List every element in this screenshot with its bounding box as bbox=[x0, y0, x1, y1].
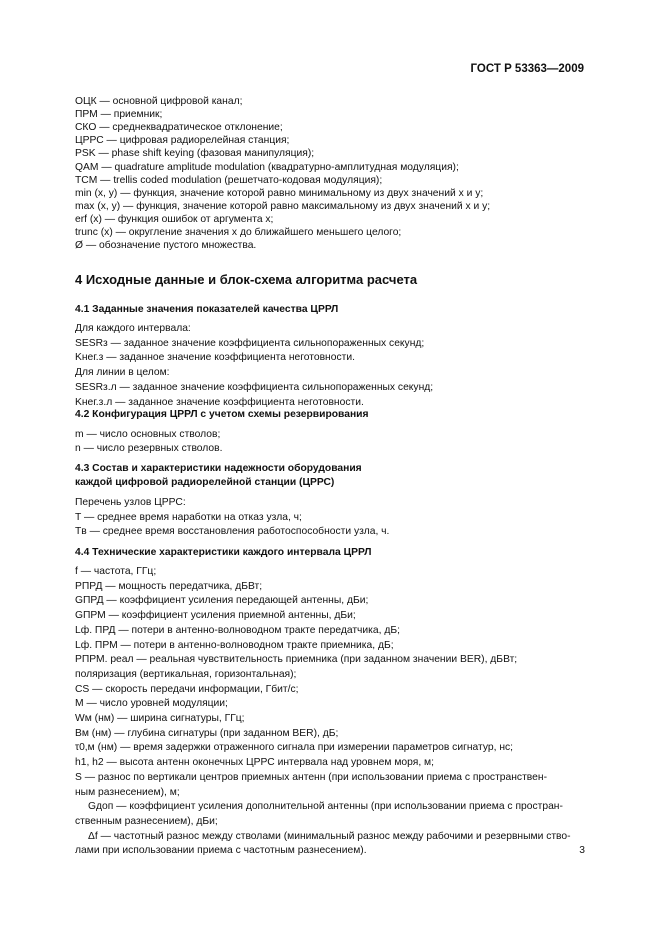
document-id: ГОСТ Р 53363—2009 bbox=[470, 63, 584, 75]
abbreviation-item: ОЦК — основной цифровой канал; bbox=[75, 96, 243, 107]
s44-line: GПРД — коэффициент усиления передающей антенны, дБи; bbox=[75, 595, 369, 607]
abbreviation-item: СКО — среднеквадратическое отклонение; bbox=[75, 122, 283, 134]
page-number: 3 bbox=[579, 845, 585, 856]
section-4-1-title: 4.1 Заданные значения показателей качества ЦРРЛ bbox=[75, 304, 339, 315]
abbreviation-item: QAM — quadrature amplitude modulation (квадратурно-амплитудная модуляция); bbox=[75, 161, 459, 173]
s44-line: Δf — частотный разнос между стволами (минимальный разнос между рабочими и резервными ство- bbox=[88, 830, 571, 842]
abbreviation-item: min (x, y) — функция, значение которой равно минимальному из двух значений x и y; bbox=[75, 187, 484, 199]
section-4-3-title-line2: каждой цифровой радиорелейной станции (ЦРРС) bbox=[75, 477, 335, 488]
s44-line: CS — скорость передачи информации, Гбит/с; bbox=[75, 683, 299, 695]
s41-line: Kнег.з — заданное значение коэффициента неготовности. bbox=[75, 352, 355, 364]
s44-line: PПРД — мощность передатчика, дБВт; bbox=[75, 580, 263, 592]
s41-line: SESRз.л — заданное значение коэффициента сильнопораженных секунд; bbox=[75, 381, 434, 393]
s43-line: Tв — среднее время восстановления работоспособности узла, ч. bbox=[75, 526, 390, 538]
s44-line: лами при использовании приема с частотным разнесением). bbox=[75, 845, 367, 857]
abbreviation-item: Ø — обозначение пустого множества. bbox=[75, 240, 257, 252]
s44-line: Gдоп — коэффициент усиления дополнительной антенны (при использовании приема с простран- bbox=[88, 801, 563, 813]
s44-line: Wм (нм) — ширина сигнатуры, ГГц; bbox=[75, 713, 245, 724]
s42-line: m — число основных стволов; bbox=[75, 429, 221, 440]
s44-line: поляризация (вертикальная, горизонтальная); bbox=[75, 668, 297, 680]
s44-line: Lф. ПРД — потери в антенно-волноводном тракте передатчика, дБ; bbox=[75, 624, 400, 636]
s44-line: PПРМ. реал — реальная чувствительность приемника (при заданном значении BER), дБВт; bbox=[75, 654, 518, 666]
s42-line: n — число резервных стволов. bbox=[75, 443, 223, 454]
s44-line: f — частота, ГГц; bbox=[75, 566, 157, 577]
s41-line: SESRз — заданное значение коэффициента сильнопораженных секунд; bbox=[75, 337, 425, 349]
section-4-3-title-line1: 4.3 Состав и характеристики надежности оборудования bbox=[75, 463, 362, 474]
abbreviation-item: TCM — trellis coded modulation (решетчато-кодовая модуляция); bbox=[75, 174, 383, 186]
abbreviation-item: erf (x) — функция ошибок от аргумента x; bbox=[75, 213, 274, 225]
section-4-4-title: 4.4 Технические характеристики каждого интервала ЦРРЛ bbox=[75, 547, 372, 558]
s43-line: T — среднее время наработки на отказ узла, ч; bbox=[75, 511, 302, 523]
s41-line: Для линии в целом: bbox=[75, 367, 170, 379]
s44-line: h1, h2 — высота антенн оконечных ЦРРС интервала над уровнем моря, м; bbox=[75, 757, 434, 769]
s44-line: Lф. ПРМ — потери в антенно-волноводном тракте приемника, дБ; bbox=[75, 639, 394, 651]
s44-line: M — число уровней модуляции; bbox=[75, 698, 228, 710]
s44-line: ственным разнесением), дБи; bbox=[75, 815, 218, 827]
s44-line: Bм (нм) — глубина сигнатуры (при заданном BER), дБ; bbox=[75, 727, 339, 739]
s41-line: Для каждого интервала: bbox=[75, 323, 191, 334]
abbreviation-item: PSK — phase shift keying (фазовая манипуляция); bbox=[75, 148, 315, 160]
s44-line: GПРМ — коэффициент усиления приемной антенны, дБи; bbox=[75, 610, 356, 622]
s43-line: Перечень узлов ЦРРС: bbox=[75, 497, 186, 508]
s44-line: ным разнесением), м; bbox=[75, 786, 180, 798]
abbreviation-item: ЦРРС — цифровая радиорелейная станция; bbox=[75, 135, 290, 147]
abbreviation-item: ПРМ — приемник; bbox=[75, 109, 163, 121]
abbreviation-item: max (x, y) — функция, значение которой равно максимальному из двух значений x и y; bbox=[75, 200, 491, 212]
section-4-2-title: 4.2 Конфигурация ЦРРЛ с учетом схемы резервирования bbox=[75, 409, 369, 420]
s41-line: Kнег.з.л — заданное значение коэффициента неготовности. bbox=[75, 396, 364, 408]
s44-line: τ0,м (нм) — время задержки отраженного сигнала при измерении параметров сигнатур, нс; bbox=[75, 742, 514, 754]
section-4-title: 4 Исходные данные и блок-схема алгоритма расчета bbox=[75, 272, 418, 287]
abbreviation-item: trunc (x) — округление значения x до ближайшего меньшего целого; bbox=[75, 227, 402, 238]
s44-line: S — разнос по вертикали центров приемных антенн (при использовании приема с пространствен- bbox=[75, 771, 547, 783]
